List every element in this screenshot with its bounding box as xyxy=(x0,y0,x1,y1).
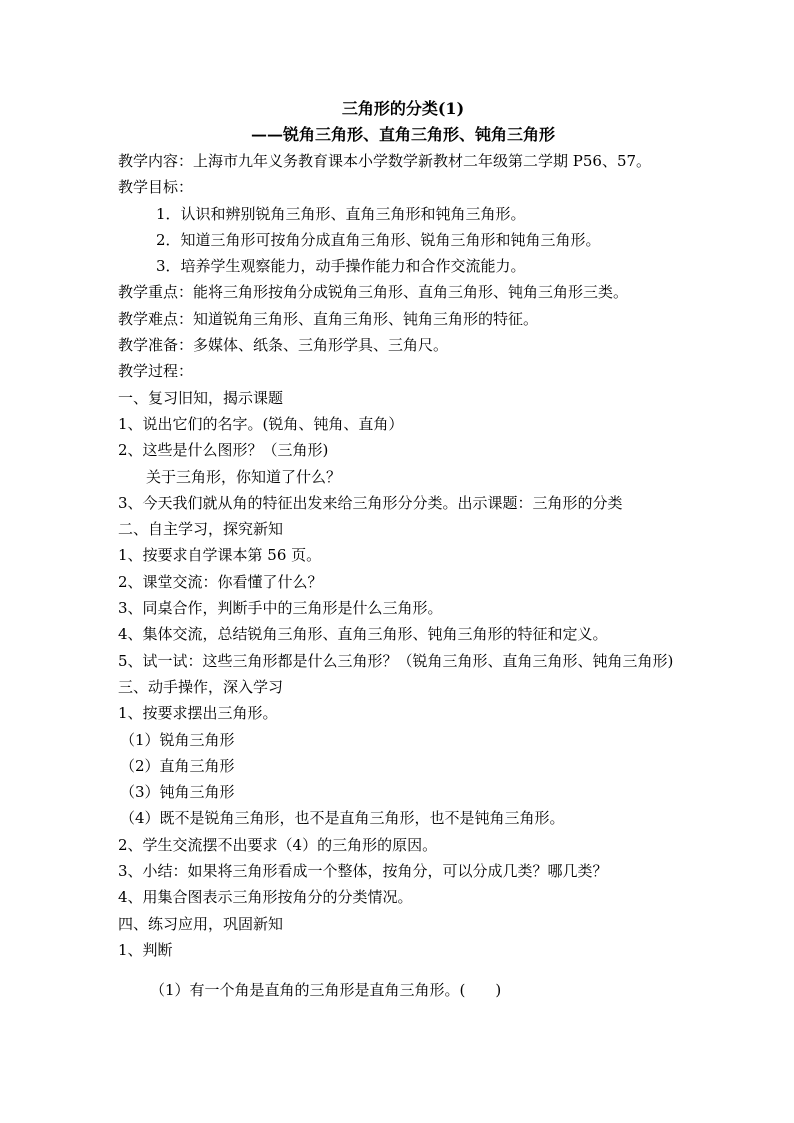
section-4-heading: 四、练习应用，巩固新知 xyxy=(118,914,284,933)
document-page xyxy=(118,96,688,1004)
section-1-item-1: 1、说出它们的名字。(锐角、钝角、直角） xyxy=(118,414,404,433)
section-3-heading: 三、动手操作，深入学习 xyxy=(118,677,284,696)
section-1-heading: 一、复习旧知，揭示课题 xyxy=(118,388,284,407)
section-3-subitem-3: （3）钝角三角形 xyxy=(120,783,235,802)
section-2-item-1: 1、按要求自学课本第 56 页。 xyxy=(118,546,322,565)
teaching-process-heading: 教学过程： xyxy=(118,362,194,381)
spacer xyxy=(118,963,688,977)
teaching-difficulty: 教学难点：知道锐角三角形、直角三角形、钝角三角形的特征。 xyxy=(118,309,539,328)
teaching-content: 教学内容：上海市九年义务教育课本小学数学新教材二年级第二学期 P56、57。 xyxy=(118,152,652,170)
section-1-item-2: 2、这些是什么图形？（三角形) xyxy=(118,441,329,460)
section-2-item-4: 4、集体交流，总结锐角三角形、直角三角形、钝角三角形的特征和定义。 xyxy=(118,625,608,644)
goal-2: 2．知道三角形可按角分成直角三角形、锐角三角形和钝角三角形。 xyxy=(156,230,601,249)
section-2-heading: 二、自主学习，探究新知 xyxy=(118,520,284,539)
section-3-subitem-4: （4）既不是锐角三角形，也不是直角三角形，也不是钝角三角形。 xyxy=(120,809,565,828)
document-title: 三角形的分类(1) xyxy=(341,99,465,118)
goal-3: 3．培养学生观察能力，动手操作能力和合作交流能力。 xyxy=(156,257,526,276)
section-3-subitem-2: （2）直角三角形 xyxy=(120,756,235,775)
section-2-item-5: 5、试一试：这些三角形都是什么三角形？（锐角三角形、直角三角形、钝角三角形) xyxy=(118,651,674,670)
section-3-item-2: 2、学生交流摆不出要求（4）的三角形的原因。 xyxy=(118,835,438,854)
section-3-subitem-1: （1）锐角三角形 xyxy=(120,730,235,749)
teaching-key-point: 教学重点：能将三角形按角分成锐角三角形、直角三角形、钝角三角形三类。 xyxy=(118,283,629,302)
document-subtitle: ——锐角三角形、直角三角形、钝角三角形 xyxy=(250,125,555,144)
section-1-item-2-note: 关于三角形，你知道了什么？ xyxy=(146,467,342,486)
teaching-preparation: 教学准备：多媒体、纸条、三角形学具、三角尺。 xyxy=(118,336,449,355)
section-1-item-3: 3、今天我们就从角的特征出发来给三角形分分类。出示课题：三角形的分类 xyxy=(118,493,623,512)
judgement-question-1: （1）有一个角是直角的三角形是直角三角形。( ) xyxy=(150,981,502,1000)
section-3-item-1: 1、按要求摆出三角形。 xyxy=(118,704,278,723)
teaching-goals-heading: 教学目标： xyxy=(118,178,194,197)
section-2-item-3: 3、同桌合作，判断手中的三角形是什么三角形。 xyxy=(118,599,443,618)
section-3-item-4: 4、用集合图表示三角形按角分的分类情况。 xyxy=(118,888,413,907)
section-2-item-2: 2、课堂交流：你看懂了什么？ xyxy=(118,572,323,591)
goal-1: 1．认识和辨别锐角三角形、直角三角形和钝角三角形。 xyxy=(156,204,526,223)
section-3-item-3: 3、小结：如果将三角形看成一个整体，按角分，可以分成几类？哪几类？ xyxy=(118,862,608,881)
section-4-item-1: 1、判断 xyxy=(118,940,173,959)
